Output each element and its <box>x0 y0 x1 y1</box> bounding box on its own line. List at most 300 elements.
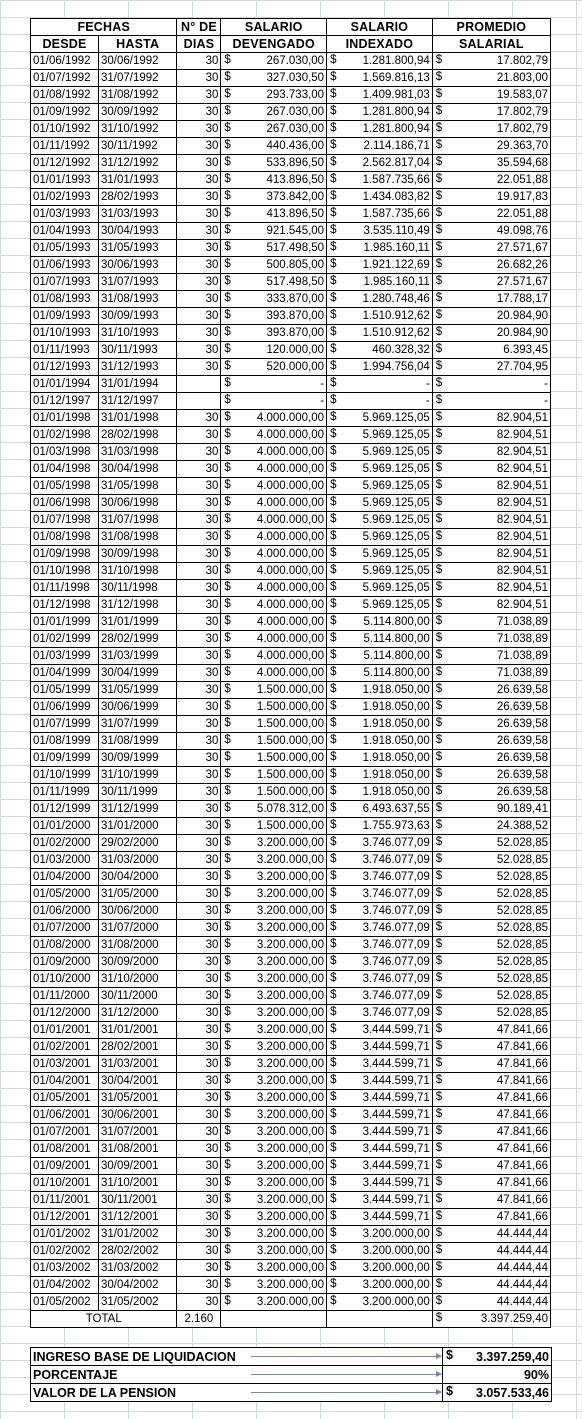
cell-devengado[interactable] <box>221 631 327 648</box>
cell-indexado[interactable] <box>327 1022 433 1039</box>
cell-desde[interactable]: 01/08/1993 <box>31 291 99 308</box>
cell-desde[interactable]: 01/04/1999 <box>31 665 99 682</box>
cell-desde[interactable]: 01/03/1998 <box>31 444 99 461</box>
cell-promedio[interactable] <box>432 1294 550 1311</box>
cell-indexado[interactable] <box>327 784 433 801</box>
cell-hasta[interactable]: 31/12/1999 <box>99 801 177 818</box>
cell-hasta[interactable]: 31/08/1993 <box>99 291 177 308</box>
cell-desde[interactable]: 01/03/2002 <box>31 1260 99 1277</box>
total-empty-2[interactable] <box>327 1311 433 1328</box>
cell-hasta[interactable]: 31/07/1992 <box>99 70 177 87</box>
cell-hasta[interactable]: 28/02/1998 <box>99 427 177 444</box>
cell-promedio[interactable] <box>432 1124 550 1141</box>
cell-promedio[interactable] <box>432 750 550 767</box>
cell-desde[interactable]: 01/03/1993 <box>31 206 99 223</box>
cell-devengado[interactable] <box>221 1073 327 1090</box>
cell-hasta[interactable]: 31/12/1993 <box>99 359 177 376</box>
cell-promedio[interactable] <box>432 1090 550 1107</box>
cell-indexado[interactable] <box>327 410 433 427</box>
cell-dias[interactable]: 30 <box>177 1090 221 1107</box>
cell-dias[interactable]: 30 <box>177 240 221 257</box>
cell-desde[interactable]: 01/11/2000 <box>31 988 99 1005</box>
cell-promedio[interactable] <box>432 1022 550 1039</box>
cell-desde[interactable]: 01/06/1998 <box>31 495 99 512</box>
cell-indexado[interactable] <box>327 427 433 444</box>
cell-desde[interactable]: 01/06/1992 <box>31 53 99 70</box>
cell-hasta[interactable]: 31/03/2002 <box>99 1260 177 1277</box>
cell-promedio[interactable] <box>432 461 550 478</box>
cell-hasta[interactable]: 31/07/1999 <box>99 716 177 733</box>
cell-indexado[interactable] <box>327 597 433 614</box>
cell-desde[interactable]: 01/01/1998 <box>31 410 99 427</box>
cell-dias[interactable]: 30 <box>177 121 221 138</box>
cell-hasta[interactable]: 30/11/2001 <box>99 1192 177 1209</box>
cell-promedio[interactable] <box>432 1175 550 1192</box>
cell-devengado[interactable] <box>221 206 327 223</box>
total-dias[interactable]: 2.160 <box>177 1311 221 1328</box>
cell-desde[interactable]: 01/11/1992 <box>31 138 99 155</box>
cell-promedio[interactable] <box>432 155 550 172</box>
cell-indexado[interactable] <box>327 631 433 648</box>
cell-indexado[interactable] <box>327 1107 433 1124</box>
cell-hasta[interactable]: 30/11/1992 <box>99 138 177 155</box>
cell-devengado[interactable] <box>221 1124 327 1141</box>
cell-dias[interactable]: 30 <box>177 257 221 274</box>
cell-dias[interactable]: 30 <box>177 512 221 529</box>
cell-indexado[interactable] <box>327 563 433 580</box>
cell-desde[interactable]: 01/02/1999 <box>31 631 99 648</box>
cell-promedio[interactable] <box>432 767 550 784</box>
cell-hasta[interactable]: 31/07/1993 <box>99 274 177 291</box>
cell-devengado[interactable] <box>221 138 327 155</box>
cell-devengado[interactable] <box>221 682 327 699</box>
cell-desde[interactable]: 01/01/2002 <box>31 1226 99 1243</box>
cell-indexado[interactable] <box>327 665 433 682</box>
cell-indexado[interactable] <box>327 308 433 325</box>
summary-label-cell[interactable] <box>31 1348 443 1366</box>
cell-dias[interactable]: 30 <box>177 291 221 308</box>
cell-hasta[interactable]: 28/02/1999 <box>99 631 177 648</box>
cell-promedio[interactable] <box>432 971 550 988</box>
cell-dias[interactable]: 30 <box>177 529 221 546</box>
cell-devengado[interactable] <box>221 189 327 206</box>
cell-hasta[interactable]: 31/10/2000 <box>99 971 177 988</box>
cell-devengado[interactable] <box>221 121 327 138</box>
cell-dias[interactable]: 30 <box>177 1243 221 1260</box>
cell-dias[interactable]: 30 <box>177 1294 221 1311</box>
cell-promedio[interactable] <box>432 580 550 597</box>
cell-dias[interactable]: 30 <box>177 1107 221 1124</box>
cell-desde[interactable]: 01/09/2001 <box>31 1158 99 1175</box>
cell-devengado[interactable] <box>221 648 327 665</box>
cell-devengado[interactable] <box>221 1022 327 1039</box>
cell-promedio[interactable] <box>432 1209 550 1226</box>
cell-hasta[interactable]: 31/10/1999 <box>99 767 177 784</box>
cell-promedio[interactable] <box>432 274 550 291</box>
cell-hasta[interactable]: 30/11/1993 <box>99 342 177 359</box>
cell-dias[interactable]: 30 <box>177 189 221 206</box>
cell-devengado[interactable] <box>221 410 327 427</box>
cell-indexado[interactable] <box>327 733 433 750</box>
cell-promedio[interactable] <box>432 1243 550 1260</box>
cell-promedio[interactable] <box>432 563 550 580</box>
cell-desde[interactable]: 01/08/2001 <box>31 1141 99 1158</box>
cell-indexado[interactable] <box>327 614 433 631</box>
cell-indexado[interactable] <box>327 325 433 342</box>
cell-devengado[interactable] <box>221 104 327 121</box>
cell-promedio[interactable] <box>432 444 550 461</box>
cell-indexado[interactable] <box>327 512 433 529</box>
cell-desde[interactable]: 01/07/1993 <box>31 274 99 291</box>
cell-devengado[interactable] <box>221 818 327 835</box>
cell-indexado[interactable] <box>327 1277 433 1294</box>
cell-promedio[interactable] <box>432 784 550 801</box>
cell-promedio[interactable] <box>432 631 550 648</box>
cell-dias[interactable]: 30 <box>177 427 221 444</box>
cell-promedio[interactable] <box>432 104 550 121</box>
cell-devengado[interactable] <box>221 580 327 597</box>
cell-devengado[interactable] <box>221 988 327 1005</box>
cell-devengado[interactable] <box>221 971 327 988</box>
cell-dias[interactable]: 30 <box>177 614 221 631</box>
cell-dias[interactable]: 30 <box>177 1141 221 1158</box>
cell-hasta[interactable]: 31/05/1999 <box>99 682 177 699</box>
cell-promedio[interactable] <box>432 359 550 376</box>
cell-hasta[interactable]: 30/11/1998 <box>99 580 177 597</box>
cell-desde[interactable]: 01/04/2000 <box>31 869 99 886</box>
cell-indexado[interactable] <box>327 954 433 971</box>
cell-indexado[interactable] <box>327 104 433 121</box>
cell-devengado[interactable] <box>221 342 327 359</box>
cell-devengado[interactable] <box>221 1209 327 1226</box>
cell-dias[interactable]: 30 <box>177 733 221 750</box>
cell-promedio[interactable] <box>432 835 550 852</box>
cell-hasta[interactable]: 30/06/1992 <box>99 53 177 70</box>
cell-desde[interactable]: 01/08/2000 <box>31 937 99 954</box>
cell-indexado[interactable] <box>327 257 433 274</box>
cell-hasta[interactable]: 29/02/2000 <box>99 835 177 852</box>
cell-desde[interactable]: 01/12/2000 <box>31 1005 99 1022</box>
cell-dias[interactable]: 30 <box>177 852 221 869</box>
cell-devengado[interactable] <box>221 308 327 325</box>
cell-hasta[interactable]: 30/06/1993 <box>99 257 177 274</box>
cell-dias[interactable]: 30 <box>177 818 221 835</box>
cell-devengado[interactable] <box>221 767 327 784</box>
cell-indexado[interactable] <box>327 1294 433 1311</box>
cell-hasta[interactable]: 31/10/2001 <box>99 1175 177 1192</box>
cell-promedio[interactable] <box>432 597 550 614</box>
cell-hasta[interactable]: 31/08/1992 <box>99 87 177 104</box>
cell-indexado[interactable] <box>327 359 433 376</box>
cell-promedio[interactable] <box>432 172 550 189</box>
cell-devengado[interactable] <box>221 1175 327 1192</box>
cell-devengado[interactable] <box>221 886 327 903</box>
cell-dias[interactable]: 30 <box>177 869 221 886</box>
summary-value-cell[interactable] <box>443 1348 552 1366</box>
cell-hasta[interactable]: 31/12/2001 <box>99 1209 177 1226</box>
cell-hasta[interactable]: 31/12/1997 <box>99 393 177 410</box>
cell-dias[interactable]: 30 <box>177 1226 221 1243</box>
cell-indexado[interactable] <box>327 376 433 393</box>
cell-hasta[interactable]: 31/07/2001 <box>99 1124 177 1141</box>
cell-devengado[interactable] <box>221 801 327 818</box>
cell-promedio[interactable] <box>432 1073 550 1090</box>
cell-dias[interactable]: 30 <box>177 971 221 988</box>
cell-indexado[interactable] <box>327 70 433 87</box>
cell-promedio[interactable] <box>432 1260 550 1277</box>
summary-value-cell[interactable] <box>443 1366 552 1384</box>
cell-desde[interactable]: 01/05/2001 <box>31 1090 99 1107</box>
cell-indexado[interactable] <box>327 852 433 869</box>
cell-hasta[interactable]: 31/03/1998 <box>99 444 177 461</box>
cell-devengado[interactable] <box>221 325 327 342</box>
cell-promedio[interactable] <box>432 648 550 665</box>
cell-indexado[interactable] <box>327 138 433 155</box>
cell-indexado[interactable] <box>327 1260 433 1277</box>
cell-dias[interactable]: 30 <box>177 1209 221 1226</box>
total-empty-1[interactable] <box>221 1311 327 1328</box>
cell-desde[interactable]: 01/02/2001 <box>31 1039 99 1056</box>
cell-indexado[interactable] <box>327 189 433 206</box>
cell-indexado[interactable] <box>327 1175 433 1192</box>
cell-promedio[interactable] <box>432 291 550 308</box>
cell-dias[interactable]: 30 <box>177 750 221 767</box>
cell-hasta[interactable]: 28/02/2002 <box>99 1243 177 1260</box>
cell-dias[interactable]: 30 <box>177 172 221 189</box>
cell-hasta[interactable]: 31/12/1992 <box>99 155 177 172</box>
cell-hasta[interactable]: 31/03/1999 <box>99 648 177 665</box>
cell-hasta[interactable]: 31/08/1999 <box>99 733 177 750</box>
cell-indexado[interactable] <box>327 172 433 189</box>
cell-indexado[interactable] <box>327 920 433 937</box>
cell-desde[interactable]: 01/10/1993 <box>31 325 99 342</box>
cell-desde[interactable]: 01/02/1993 <box>31 189 99 206</box>
cell-desde[interactable]: 01/01/1993 <box>31 172 99 189</box>
cell-dias[interactable]: 30 <box>177 87 221 104</box>
cell-hasta[interactable]: 30/09/1999 <box>99 750 177 767</box>
cell-promedio[interactable] <box>432 87 550 104</box>
cell-dias[interactable]: 30 <box>177 1192 221 1209</box>
cell-hasta[interactable]: 30/04/1999 <box>99 665 177 682</box>
cell-desde[interactable]: 01/01/2001 <box>31 1022 99 1039</box>
cell-hasta[interactable]: 31/08/2001 <box>99 1141 177 1158</box>
cell-desde[interactable]: 01/12/1999 <box>31 801 99 818</box>
cell-desde[interactable]: 01/01/1999 <box>31 614 99 631</box>
cell-hasta[interactable]: 30/04/2002 <box>99 1277 177 1294</box>
cell-indexado[interactable] <box>327 1090 433 1107</box>
cell-desde[interactable]: 01/05/2000 <box>31 886 99 903</box>
cell-devengado[interactable] <box>221 954 327 971</box>
cell-devengado[interactable] <box>221 291 327 308</box>
cell-promedio[interactable] <box>432 529 550 546</box>
cell-indexado[interactable] <box>327 869 433 886</box>
cell-indexado[interactable] <box>327 682 433 699</box>
cell-indexado[interactable] <box>327 648 433 665</box>
cell-devengado[interactable] <box>221 937 327 954</box>
cell-hasta[interactable]: 31/01/2000 <box>99 818 177 835</box>
cell-indexado[interactable] <box>327 291 433 308</box>
cell-dias[interactable]: 30 <box>177 359 221 376</box>
cell-promedio[interactable] <box>432 376 550 393</box>
cell-promedio[interactable] <box>432 801 550 818</box>
cell-dias[interactable]: 30 <box>177 699 221 716</box>
cell-hasta[interactable]: 31/05/1993 <box>99 240 177 257</box>
cell-desde[interactable]: 01/04/2001 <box>31 1073 99 1090</box>
cell-desde[interactable]: 01/12/1992 <box>31 155 99 172</box>
cell-devengado[interactable] <box>221 1226 327 1243</box>
cell-indexado[interactable] <box>327 342 433 359</box>
cell-desde[interactable]: 01/02/2000 <box>31 835 99 852</box>
cell-desde[interactable]: 01/12/1998 <box>31 597 99 614</box>
cell-dias[interactable]: 30 <box>177 155 221 172</box>
cell-promedio[interactable] <box>432 988 550 1005</box>
cell-dias[interactable]: 30 <box>177 1175 221 1192</box>
cell-dias[interactable]: 30 <box>177 784 221 801</box>
cell-indexado[interactable] <box>327 155 433 172</box>
cell-promedio[interactable] <box>432 818 550 835</box>
cell-dias[interactable]: 30 <box>177 410 221 427</box>
cell-indexado[interactable] <box>327 801 433 818</box>
cell-devengado[interactable] <box>221 478 327 495</box>
cell-dias[interactable]: 30 <box>177 1260 221 1277</box>
cell-devengado[interactable] <box>221 546 327 563</box>
cell-hasta[interactable]: 30/11/2000 <box>99 988 177 1005</box>
cell-devengado[interactable] <box>221 529 327 546</box>
cell-desde[interactable]: 01/07/2001 <box>31 1124 99 1141</box>
cell-devengado[interactable] <box>221 716 327 733</box>
cell-desde[interactable]: 01/12/2001 <box>31 1209 99 1226</box>
cell-hasta[interactable]: 31/08/1998 <box>99 529 177 546</box>
cell-devengado[interactable] <box>221 70 327 87</box>
cell-devengado[interactable] <box>221 512 327 529</box>
cell-indexado[interactable] <box>327 971 433 988</box>
cell-promedio[interactable] <box>432 70 550 87</box>
cell-dias[interactable]: 30 <box>177 1022 221 1039</box>
cell-desde[interactable]: 01/08/1999 <box>31 733 99 750</box>
cell-desde[interactable]: 01/07/1992 <box>31 70 99 87</box>
cell-promedio[interactable] <box>432 614 550 631</box>
cell-dias[interactable]: 30 <box>177 767 221 784</box>
summary-label-cell[interactable] <box>31 1384 443 1402</box>
cell-hasta[interactable]: 30/09/1993 <box>99 308 177 325</box>
cell-dias[interactable]: 30 <box>177 563 221 580</box>
cell-desde[interactable]: 01/05/1998 <box>31 478 99 495</box>
cell-devengado[interactable] <box>221 223 327 240</box>
cell-hasta[interactable]: 31/03/1993 <box>99 206 177 223</box>
cell-promedio[interactable] <box>432 920 550 937</box>
cell-devengado[interactable] <box>221 1158 327 1175</box>
cell-promedio[interactable] <box>432 886 550 903</box>
cell-promedio[interactable] <box>432 240 550 257</box>
cell-indexado[interactable] <box>327 937 433 954</box>
cell-hasta[interactable]: 30/04/1998 <box>99 461 177 478</box>
cell-indexado[interactable] <box>327 767 433 784</box>
cell-desde[interactable]: 01/08/1998 <box>31 529 99 546</box>
cell-desde[interactable]: 01/10/2000 <box>31 971 99 988</box>
cell-desde[interactable]: 01/10/1998 <box>31 563 99 580</box>
cell-dias[interactable]: 30 <box>177 580 221 597</box>
cell-hasta[interactable]: 31/01/1994 <box>99 376 177 393</box>
cell-hasta[interactable]: 31/05/2000 <box>99 886 177 903</box>
cell-devengado[interactable] <box>221 240 327 257</box>
cell-dias[interactable]: 30 <box>177 988 221 1005</box>
cell-dias[interactable]: 30 <box>177 903 221 920</box>
cell-desde[interactable]: 01/09/1993 <box>31 308 99 325</box>
cell-dias[interactable]: 30 <box>177 138 221 155</box>
cell-dias[interactable]: 30 <box>177 206 221 223</box>
cell-promedio[interactable] <box>432 1192 550 1209</box>
cell-desde[interactable]: 01/11/1993 <box>31 342 99 359</box>
cell-hasta[interactable]: 31/01/1998 <box>99 410 177 427</box>
cell-devengado[interactable] <box>221 699 327 716</box>
cell-desde[interactable]: 01/07/1998 <box>31 512 99 529</box>
cell-indexado[interactable] <box>327 206 433 223</box>
cell-indexado[interactable] <box>327 1039 433 1056</box>
cell-desde[interactable]: 01/05/1999 <box>31 682 99 699</box>
cell-devengado[interactable] <box>221 53 327 70</box>
cell-promedio[interactable] <box>432 937 550 954</box>
cell-indexado[interactable] <box>327 835 433 852</box>
cell-indexado[interactable] <box>327 1056 433 1073</box>
cell-devengado[interactable] <box>221 172 327 189</box>
cell-indexado[interactable] <box>327 988 433 1005</box>
summary-label-cell[interactable] <box>31 1366 443 1384</box>
cell-dias[interactable]: 30 <box>177 597 221 614</box>
cell-hasta[interactable]: 31/01/1999 <box>99 614 177 631</box>
cell-promedio[interactable] <box>432 325 550 342</box>
cell-hasta[interactable]: 30/09/2001 <box>99 1158 177 1175</box>
cell-hasta[interactable]: 30/11/1999 <box>99 784 177 801</box>
cell-devengado[interactable] <box>221 1056 327 1073</box>
cell-hasta[interactable]: 31/10/1992 <box>99 121 177 138</box>
cell-dias[interactable]: 30 <box>177 274 221 291</box>
cell-promedio[interactable] <box>432 1056 550 1073</box>
cell-devengado[interactable] <box>221 1243 327 1260</box>
cell-desde[interactable]: 01/06/2000 <box>31 903 99 920</box>
cell-desde[interactable]: 01/12/1997 <box>31 393 99 410</box>
cell-dias[interactable]: 30 <box>177 478 221 495</box>
cell-hasta[interactable]: 31/01/2002 <box>99 1226 177 1243</box>
cell-devengado[interactable] <box>221 597 327 614</box>
cell-devengado[interactable] <box>221 274 327 291</box>
cell-dias[interactable]: 30 <box>177 1039 221 1056</box>
cell-promedio[interactable] <box>432 1277 550 1294</box>
cell-desde[interactable]: 01/09/2000 <box>31 954 99 971</box>
cell-promedio[interactable] <box>432 546 550 563</box>
cell-devengado[interactable] <box>221 444 327 461</box>
cell-hasta[interactable]: 31/08/2000 <box>99 937 177 954</box>
cell-desde[interactable]: 01/03/2000 <box>31 852 99 869</box>
cell-devengado[interactable] <box>221 393 327 410</box>
cell-dias[interactable]: 30 <box>177 835 221 852</box>
cell-dias[interactable]: 30 <box>177 937 221 954</box>
cell-indexado[interactable] <box>327 716 433 733</box>
cell-desde[interactable]: 01/02/2002 <box>31 1243 99 1260</box>
cell-desde[interactable]: 01/04/1998 <box>31 461 99 478</box>
total-label[interactable]: TOTAL <box>31 1311 177 1328</box>
cell-indexado[interactable] <box>327 818 433 835</box>
cell-promedio[interactable] <box>432 206 550 223</box>
cell-indexado[interactable] <box>327 1005 433 1022</box>
cell-devengado[interactable] <box>221 87 327 104</box>
cell-dias[interactable]: 30 <box>177 70 221 87</box>
cell-indexado[interactable] <box>327 393 433 410</box>
cell-hasta[interactable]: 28/02/2001 <box>99 1039 177 1056</box>
cell-hasta[interactable]: 31/07/2000 <box>99 920 177 937</box>
cell-desde[interactable]: 01/04/1993 <box>31 223 99 240</box>
cell-hasta[interactable]: 31/03/2001 <box>99 1056 177 1073</box>
cell-dias[interactable]: 30 <box>177 682 221 699</box>
